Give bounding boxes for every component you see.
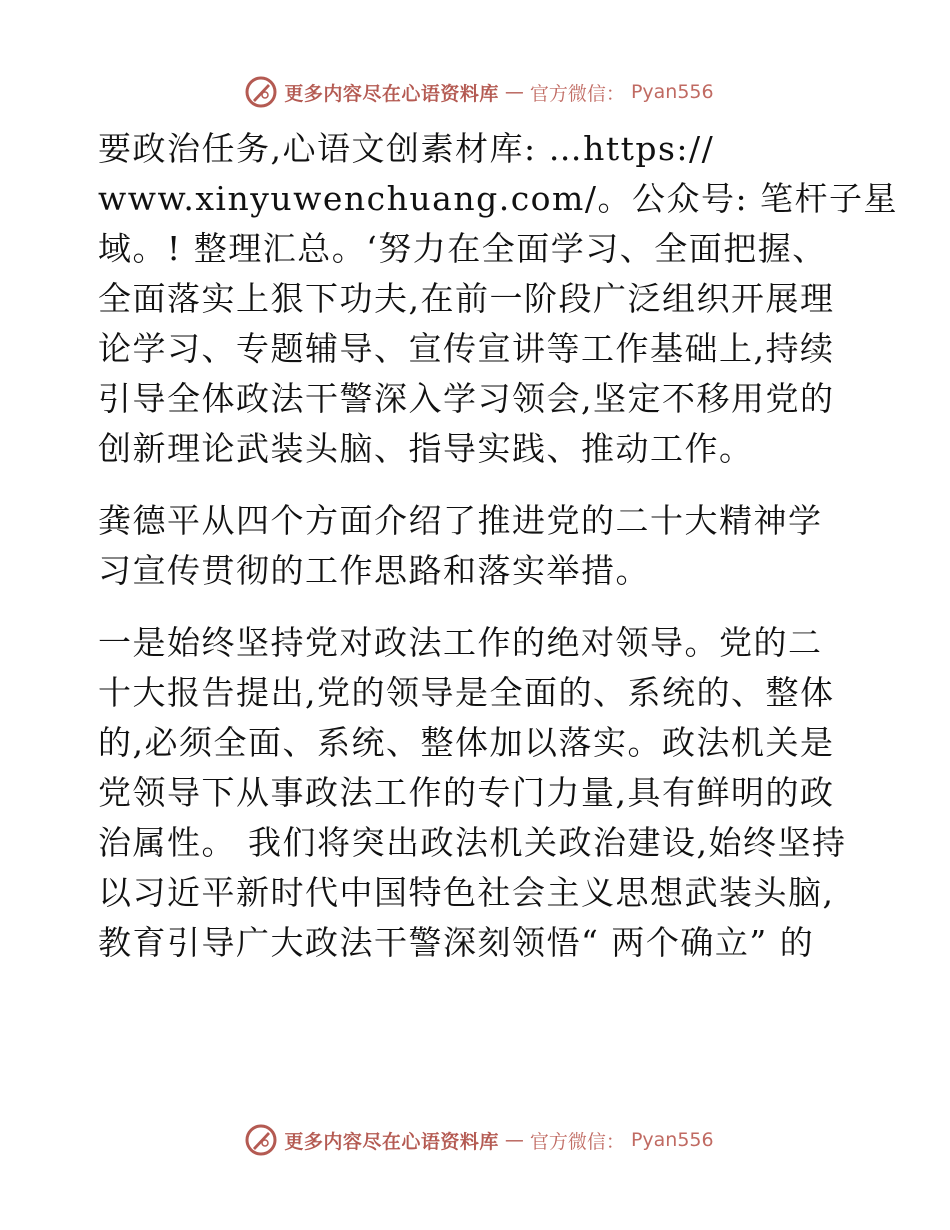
watermark-separator: —	[504, 81, 524, 103]
paragraph-gap	[98, 596, 858, 618]
paragraph-3	[98, 618, 858, 968]
text-line: 要政治任务,心语文创素材库: …https://	[98, 129, 715, 168]
quill-circle-icon	[244, 1123, 278, 1157]
quill-circle-icon	[244, 75, 278, 109]
text-line: 治属性。 我们将突出政法机关政治建设,始终坚持	[98, 823, 847, 862]
text-line: 域。! 整理汇总。‘努力在全面学习、全面把握、	[98, 229, 827, 268]
text-line: 教育引导广大政法干警深刻领悟“ 两个确立” 的	[98, 923, 815, 962]
paragraph-1	[98, 124, 899, 474]
watermark-wechat-label: 官方微信：	[529, 1130, 625, 1153]
paragraph-2	[98, 496, 858, 596]
footer-watermark	[0, 1120, 950, 1160]
watermark-wechat-label: 官方微信：	[529, 82, 625, 105]
watermark-title: 更多内容尽在心语资料库	[284, 1130, 499, 1153]
text-line: 引导全体政法干警深入学习领会,坚定不移用党的	[98, 379, 835, 418]
text-line: 一是始终坚持党对政法工作的绝对领导。党的二	[98, 623, 823, 662]
watermark-separator: —	[504, 1129, 524, 1151]
watermark-wechat-id: Pyan556	[630, 81, 714, 103]
text-line: 论学习、专题辅导、宣传宣讲等工作基础上,持续	[98, 329, 835, 368]
watermark-wechat-id: Pyan556	[630, 1129, 714, 1151]
paragraph-gap	[98, 474, 858, 496]
text-line: 创新理论武装头脑、指导实践、推动工作。	[98, 429, 754, 468]
text-line: 龚德平从四个方面介绍了推进党的二十大精神学	[98, 501, 823, 540]
text-line: 全面落实上狠下功夫,在前一阶段广泛组织开展理	[98, 279, 835, 318]
watermark-group	[244, 1123, 713, 1157]
header-watermark	[0, 72, 950, 112]
text-line: 习宣传贯彻的工作思路和落实举措。	[98, 551, 650, 590]
text-line: www.xinyuwenchuang.com/。公众号: 笔杆子星	[98, 179, 899, 218]
text-line: 党领导下从事政法工作的专门力量,具有鲜明的政	[98, 773, 835, 812]
text-line: 以习近平新时代中国特色社会主义思想武装头脑,	[98, 873, 835, 912]
document-body	[98, 124, 899, 968]
text-line: 十大报告提出,党的领导是全面的、系统的、整体	[98, 673, 835, 712]
watermark-title: 更多内容尽在心语资料库	[284, 82, 499, 105]
text-line: 的,必须全面、系统、整体加以落实。政法机关是	[98, 723, 835, 762]
watermark-group	[244, 75, 713, 109]
